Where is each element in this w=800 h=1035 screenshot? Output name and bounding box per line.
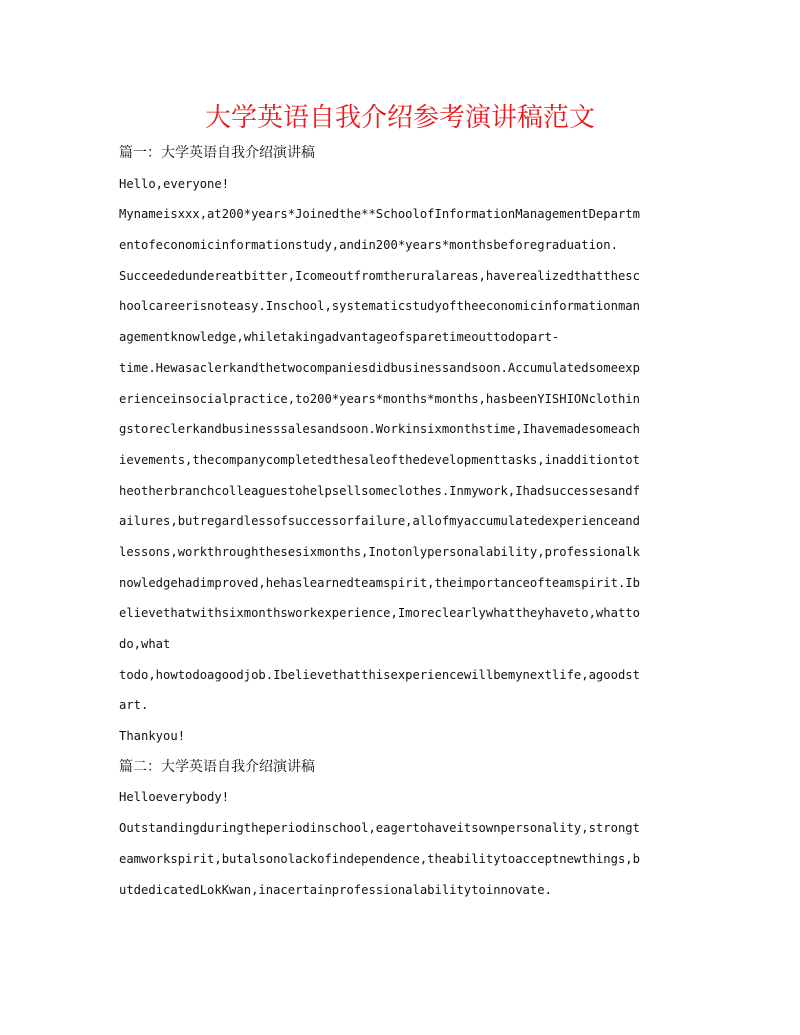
text-line: heotherbranchcolleaguestohelpsellsomeclothes.Inmywork,Ihadsuccessesandf [119, 483, 640, 498]
text-line: Mynameisxxx,at200*years*Joinedthe**SchoolofInformationManagementDepartm [119, 207, 640, 222]
text-line: erienceinsocialpractice,to200*years*months*months,hasbeenYISHIONclothin [119, 391, 640, 406]
text-line: do,what [119, 637, 171, 651]
text-line: agementknowledge,whiletakingadvantageofsparetimeouttodopart- [119, 330, 560, 345]
document-body [119, 138, 681, 905]
text-line: entofeconomicinformationstudy,andin200*years*monthsbeforegraduation. [119, 238, 618, 253]
section-heading-2: 篇二：大学英语自我介绍演讲稿 [119, 758, 315, 775]
text-line: Helloeverybody! [119, 790, 230, 805]
text-line: utdedicatedLokKwan,inacertainprofessionalabilitytoinnovate. [119, 882, 552, 897]
text-line: gstoreclerkandbusinesssalesandsoon.Workinsixmonthstime,Ihavemadesomeach [119, 422, 640, 437]
text-line: time.Hewasaclerkandthetwocompaniesdidbusinessandsoon.Accumulatedsomeexp [119, 360, 640, 375]
text-line: Thankyou! [119, 729, 186, 744]
text-line: Outstandingduringtheperiodinschool,eagertohaveitsownpersonality,strongt [119, 821, 640, 836]
text-line: hoolcareerisnoteasy.Inschool,systematicstudyoftheeconomicinformationman [119, 299, 640, 314]
text-line: Hello,everyone! [119, 176, 230, 191]
text-line: ailures,butregardlessofsuccessorfailure,allofmyaccumulatedexperienceand [119, 514, 640, 529]
section-heading-1: 篇一：大学英语自我介绍演讲稿 [119, 145, 315, 161]
text-line: todo,howtodoagoodjob.Ibelievethatthisexperiencewillbemynextlife,agoodst [119, 667, 640, 682]
text-line: art. [119, 698, 149, 713]
text-line: Succeededundereatbitter,Icomeoutfromtheruralareas,haverealizedthatthesc [119, 268, 640, 283]
text-line: ievements,thecompanycompletedthesaleofthedevelopmenttasks,inadditiontot [119, 452, 640, 467]
text-line: eamworkspirit,butalsonolackofindependence,theabilitytoacceptnewthings,b [119, 851, 640, 866]
document-title: 大学英语自我介绍参考演讲稿范文 [204, 103, 595, 133]
text-line: nowledgehadimproved,hehaslearnedteamspirit,theimportanceofteamspirit.Ib [119, 575, 640, 590]
text-line: elievethatwithsixmonthsworkexperience,Imoreclearlywhattheyhaveto,whatto [119, 606, 640, 621]
text-line: lessons,workthroughthesesixmonths,Inotonlypersonalability,professionalk [119, 544, 640, 559]
